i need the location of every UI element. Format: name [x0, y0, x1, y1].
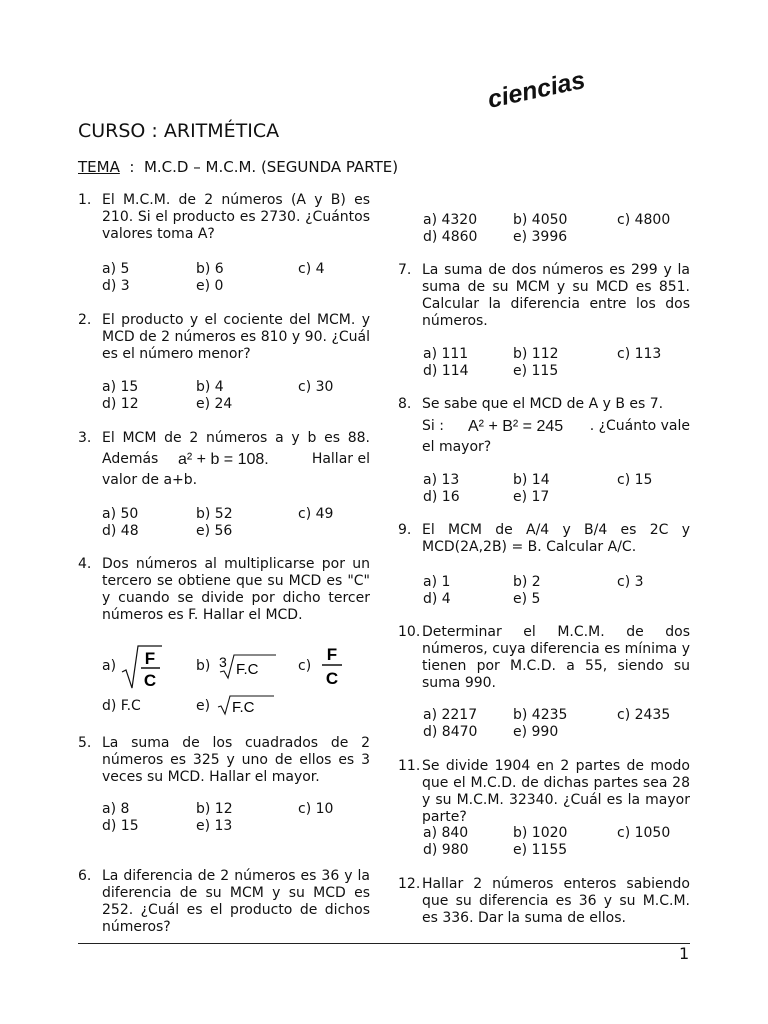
option-c: c) 49: [298, 506, 334, 522]
frac-num: F: [144, 649, 156, 668]
option-e: e): [196, 698, 211, 714]
option-a: a) 1: [423, 574, 451, 590]
topic-line: [78, 158, 398, 176]
option-b: b) 4050: [513, 212, 568, 228]
topic-label: TEMA: [78, 158, 120, 176]
root-arg: F.C: [236, 661, 259, 678]
formula: A² + B² = 245: [468, 418, 564, 435]
question-text: Determinar el M.C.M. de dos números, cuya diferencia es mínima y tienen por M.C.D. a 55, siendo su suma 990.: [422, 624, 690, 691]
question-number: 1.: [78, 192, 92, 208]
option-b: b) 2: [513, 574, 541, 590]
option-a: a) 50: [102, 506, 139, 522]
question-number: 5.: [78, 735, 92, 751]
option-e: e) 1155: [513, 842, 568, 858]
option-d: d) 4860: [423, 229, 478, 245]
question-number: 7.: [398, 262, 412, 278]
option-e: e) 17: [513, 489, 550, 505]
question-number: 11.: [398, 758, 421, 774]
option-e: e) 13: [196, 818, 233, 834]
frac-den: C: [143, 671, 157, 690]
question-4: [78, 556, 370, 624]
option-e: e) 24: [196, 396, 233, 412]
question-9: [398, 522, 690, 556]
option-d: d) 16: [423, 489, 460, 505]
option-b: b): [196, 658, 211, 674]
option-a: a) 8: [102, 801, 130, 817]
question-text: Se sabe que el MCD de A y B es 7.: [422, 396, 664, 412]
option-e: e) 0: [196, 278, 224, 294]
option-b: b) 4235: [513, 707, 568, 723]
question-number: 4.: [78, 556, 92, 572]
question-10: [398, 624, 690, 692]
question-text: El MCM de 2 números a y b es 88.: [102, 430, 370, 446]
course-title: CURSO : ARITMÉTICA: [78, 120, 280, 142]
question-text: El producto y el cociente del MCM. y MCD de 2 números es 810 y 90. ¿Cuál es el número menor?: [102, 312, 370, 362]
option-d: d) 114: [423, 363, 469, 379]
option-c: c) 2435: [617, 707, 671, 723]
f-over-c: [320, 640, 344, 690]
question-text: Hallar el: [311, 451, 370, 467]
option-d: d) F.C: [102, 698, 141, 714]
option-b: b) 52: [196, 506, 233, 522]
footer-rule: [78, 943, 690, 944]
cube-root-fc: [216, 652, 278, 680]
option-b: b) 4: [196, 379, 224, 395]
option-e: e) 3996: [513, 229, 568, 245]
question-text: Dos números al multiplicarse por un tercero se obtiene que su MCD es "C" y cuando se divide por dicho tercer números es F. Hallar el MCD.: [102, 556, 370, 623]
option-b: b) 12: [196, 801, 233, 817]
frac-num: F: [326, 645, 338, 664]
question-number: 3.: [78, 430, 92, 446]
question-7: [398, 262, 690, 330]
option-e: e) 990: [513, 724, 559, 740]
option-c: c) 1050: [617, 825, 671, 841]
option-c: c) 30: [298, 379, 334, 395]
question-text: El M.C.M. de 2 números (A y B) es 210. Si el producto es 2730. ¿Cuántos valores toma A?: [102, 192, 370, 242]
option-d: d) 48: [102, 523, 139, 539]
options-4: [102, 640, 372, 720]
root-index: 3: [219, 654, 227, 670]
question-text: Hallar 2 números enteros sabiendo que su diferencia es 36 y su M.C.M. es 336. Dar la suma de ellos.: [422, 876, 690, 926]
option-a: a) 840: [423, 825, 469, 841]
question-text: Si :: [422, 418, 444, 434]
option-d: d) 3: [102, 278, 130, 294]
question-text: . ¿Cuánto vale: [589, 418, 690, 434]
option-b: b) 112: [513, 346, 559, 362]
sqrt-f-over-c: [120, 640, 164, 692]
question-text: La suma de los cuadrados de 2 números es 325 y uno de ellos es 3 veces su MCD. Hallar el mayor.: [102, 735, 370, 785]
question-text: La diferencia de 2 números es 36 y la diferencia de su MCM y su MCD es 252. ¿Cuál es el producto de dichos números?: [102, 868, 370, 935]
formula: a² + b = 108.: [178, 451, 269, 468]
option-e: e) 115: [513, 363, 559, 379]
question-5: [78, 735, 370, 786]
question-number: 10.: [398, 624, 421, 640]
ciencias-logo: ciencias: [485, 65, 588, 114]
option-d: d) 8470: [423, 724, 478, 740]
question-text: el mayor?: [422, 439, 492, 455]
option-e: e) 5: [513, 591, 541, 607]
option-a: a) 13: [423, 472, 460, 488]
question-1: [78, 192, 370, 243]
option-d: d) 980: [423, 842, 469, 858]
option-a: a) 2217: [423, 707, 478, 723]
question-text: valor de a+b.: [102, 472, 198, 488]
question-text: Se divide 1904 en 2 partes de modo que el M.C.D. de dichas partes sea 28 y su M.C.M. 32340. ¿Cuál es la mayor parte?: [422, 758, 690, 825]
question-number: 9.: [398, 522, 412, 538]
question-number: 6.: [78, 868, 92, 884]
option-a: a) 111: [423, 346, 469, 362]
question-text: Además: [102, 451, 159, 467]
question-number: 2.: [78, 312, 92, 328]
question-6: [78, 868, 370, 936]
option-c: c) 15: [617, 472, 653, 488]
option-d: d) 15: [102, 818, 139, 834]
sqrt-fc: [216, 693, 276, 717]
option-d: d) 12: [102, 396, 139, 412]
question-text: La suma de dos números es 299 y la suma de su MCM y su MCD es 851. Calcular la diferencia entre los dos números.: [422, 262, 690, 329]
option-e: e) 56: [196, 523, 233, 539]
topic-title: : M.C.D – M.C.M. (SEGUNDA PARTE): [119, 158, 399, 176]
option-b: b) 14: [513, 472, 550, 488]
option-a: a) 4320: [423, 212, 478, 228]
option-a: a): [102, 658, 117, 674]
option-a: a) 15: [102, 379, 139, 395]
option-c: c) 10: [298, 801, 334, 817]
option-c: c) 113: [617, 346, 662, 362]
option-c: c) 4: [298, 261, 325, 277]
root-arg: F.C: [232, 699, 255, 716]
question-2: [78, 312, 370, 363]
question-number: 12.: [398, 876, 421, 892]
option-c: c) 3: [617, 574, 644, 590]
option-c: c): [298, 658, 312, 674]
frac-den: C: [325, 669, 339, 688]
page-number: 1: [679, 944, 690, 963]
question-number: 8.: [398, 396, 412, 412]
question-12: [398, 876, 690, 927]
option-b: b) 1020: [513, 825, 568, 841]
question-11: [398, 758, 690, 826]
option-b: b) 6: [196, 261, 224, 277]
option-d: d) 4: [423, 591, 451, 607]
option-c: c) 4800: [617, 212, 671, 228]
question-text: El MCM de A/4 y B/4 es 2C y MCD(2A,2B) = B. Calcular A/C.: [422, 522, 690, 555]
option-a: a) 5: [102, 261, 130, 277]
